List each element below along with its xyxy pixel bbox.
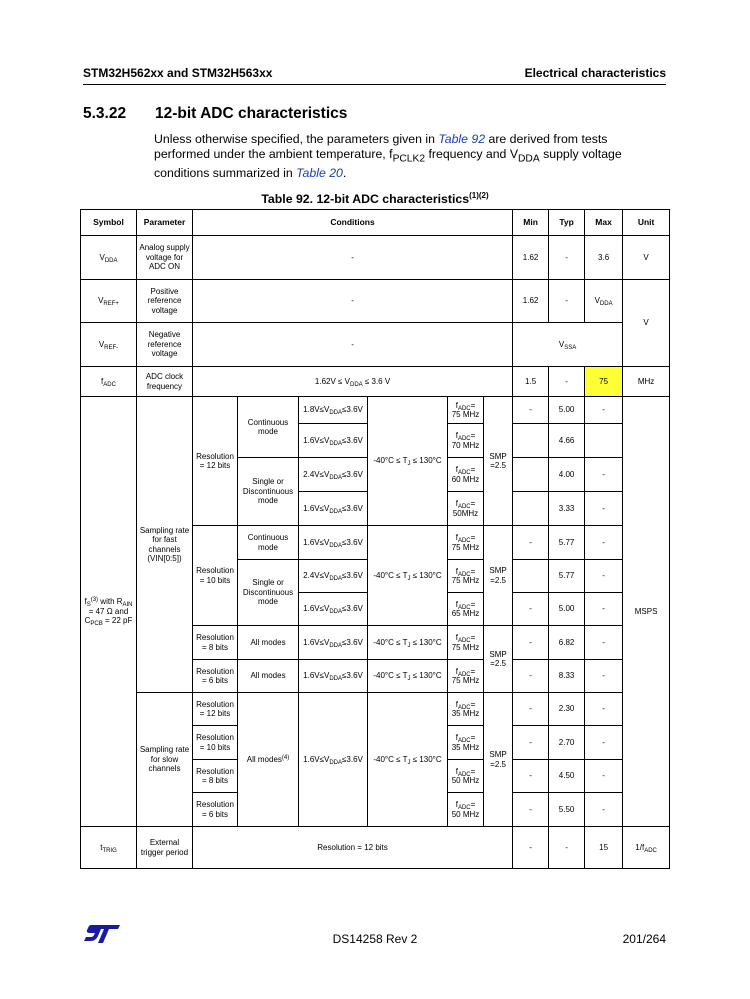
typ-cell: 3.33 [549,492,585,526]
fadc-cell: $f_{ADC}=$ 65 MHz [448,593,484,626]
vdda-cell: $1.6V\le V_{DDA}\le 3.6V$ [299,660,368,693]
resolution-cell: Resolution = 10 bits [193,526,238,626]
mode-cell: All modes [238,660,299,693]
adc-characteristics-table [80,209,670,869]
row-fs [81,693,670,726]
max-cell: $V_{DDA}$ [585,280,623,323]
vdda-cell: $1.6V\le V_{DDA}\le 3.6V$ [299,526,368,560]
intro-text: are derived from tests performed under the ambient temperature, f [154,132,608,161]
caption-notes: (1)(2) [469,191,489,200]
fadc-cell: $f_{ADC}=$ 75 MHz [448,397,484,424]
temp-cell: $-40^\circ C \le T_J \le 130^\circ C$ [368,526,448,626]
min-cell: - [513,793,549,827]
max-cell: - [585,626,623,660]
header-typ: Typ [549,210,585,236]
min-cell [513,458,549,492]
typ-cell: 5.77 [549,560,585,593]
intro-text: . [342,166,347,181]
caption-text: Table 92. 12-bit ADC characteristics [261,192,470,207]
section-number: 5.3.22 [83,105,127,122]
typ-cell: 2.30 [549,693,585,726]
max-cell-highlighted: 75 [585,367,623,397]
max-cell: - [585,793,623,827]
conditions-cell: - [193,323,513,367]
vdda-cell: $1.8V\le V_{DDA}\le 3.6V$ [299,397,368,424]
intro-text: frequency and V [425,147,519,161]
fadc-cell: $f_{ADC}=$ 75 MHz [448,626,484,660]
typ-cell: 4.50 [549,760,585,793]
max-cell: - [585,492,623,526]
min-cell: - [513,726,549,760]
table92-link[interactable]: Table 92 [438,132,486,146]
resolution-cell: Resolution = 12 bits [193,397,238,526]
resolution-cell: Resolution = 6 bits [193,660,238,693]
min-cell: 1.5 [513,367,549,397]
unit-cell: V [623,280,670,367]
max-cell: - [585,726,623,760]
page-header [83,66,666,85]
intro-text: Unless otherwise specified, the parameters given in [154,132,439,146]
row-vdda [81,236,670,280]
page-number: 201/264 [622,932,666,946]
unit-cell: MSPS [623,397,670,827]
header-parameter: Parameter [137,210,193,236]
min-cell [513,492,549,526]
min-cell: - [513,760,549,793]
mode-cell: Single or Discontinuous mode [238,560,299,626]
conditions-cell: Resolution = 12 bits [193,827,513,869]
vdda-cell: $1.6V\le V_{DDA}\le 3.6V$ [299,492,368,526]
min-cell: 1.62 [513,280,549,323]
table-caption [0,191,750,206]
fadc-cell: $f_{ADC}=$ 50 MHz [448,793,484,827]
fadc-cell: $f_{ADC}=$ 70 MHz [448,424,484,458]
typ-cell: 6.82 [549,626,585,660]
mode-cell: Single or Discontinuous mode [238,458,299,526]
symbol-cell: $f_S^{(3)}$ with $R_{AIN} = 47$ Ω and $C_{PCB} = 22$ pF [81,397,137,827]
conditions-cell: - [193,280,513,323]
temp-cell: $-40^\circ C \le T_J \le 130^\circ C$ [368,397,448,526]
min-cell: - [513,526,549,560]
typ-cell: - [549,236,585,280]
parameter-cell: External trigger period [137,827,193,869]
mode-cell: Continuous mode [238,526,299,560]
parameter-cell: Analog supply voltage for ADC ON [137,236,193,280]
header-conditions: Conditions [193,210,513,236]
header-symbol: Symbol [81,210,137,236]
row-fadc [81,367,670,397]
fadc-cell: $f_{ADC}=$ 35 MHz [448,726,484,760]
intro-text: supply voltage conditions summarized in [154,147,622,181]
typ-cell: 4.00 [549,458,585,492]
resolution-cell: Resolution = 6 bits [193,793,238,827]
smp-cell: SMP =2.5 [484,397,513,526]
symbol-cell: $V_{DDA}$ [81,236,137,280]
resolution-cell: Resolution = 8 bits [193,626,238,660]
mode-cell: All modes$^{(4)}$ [238,693,299,827]
unit-cell: V [623,236,670,280]
typ-cell: 8.33 [549,660,585,693]
conditions-cell: $1.62V \le V_{DDA} \le 3.6$ V [193,367,513,397]
row-vref-minus [81,323,670,367]
resolution-cell: Resolution = 8 bits [193,760,238,793]
intro-sub: PCLK2 [392,153,426,165]
symbol-cell: $f_{ADC}$ [81,367,137,397]
row-vref-plus [81,280,670,323]
typ-cell: 2.70 [549,726,585,760]
max-cell: - [585,458,623,492]
max-cell: 3.6 [585,236,623,280]
mode-cell: All modes [238,626,299,660]
intro-paragraph [154,132,654,181]
max-cell: - [585,526,623,560]
max-cell: - [585,660,623,693]
min-cell: - [513,660,549,693]
typ-cell: - [549,367,585,397]
symbol-cell: $t_{TRIG}$ [81,827,137,869]
section-title: 12-bit ADC characteristics [155,105,348,122]
parameter-cell: ADC clock frequency [137,367,193,397]
unit-cell: MHz [623,367,670,397]
smp-cell: SMP =2.5 [484,693,513,827]
min-cell: - [513,827,549,869]
fadc-cell: $f_{ADC}=$ 75 MHz [448,560,484,593]
row-ttrig [81,827,670,869]
vdda-cell: $1.6V\le V_{DDA}\le 3.6V$ [299,693,368,827]
resolution-cell: Resolution = 10 bits [193,726,238,760]
parameter-cell: Negative reference voltage [137,323,193,367]
table20-link[interactable]: Table 20 [296,166,343,181]
vdda-cell: $2.4V\le V_{DDA}\le 3.6V$ [299,458,368,492]
min-cell: - [513,626,549,660]
fadc-cell: $f_{ADC}=$ 60 MHz [448,458,484,492]
min-cell: - [513,593,549,626]
fadc-cell: $f_{ADC}=$ 75 MHz [448,660,484,693]
min-cell: - [513,693,549,726]
max-cell: - [585,760,623,793]
intro-sub: DDA [518,153,540,165]
typ-cell: 5.50 [549,793,585,827]
max-cell: - [585,397,623,424]
header-product: STM32H562xx and STM32H563xx [83,66,273,80]
vdda-cell: $2.4V\le V_{DDA}\le 3.6V$ [299,560,368,593]
max-cell: - [585,593,623,626]
typ-cell: - [549,827,585,869]
header-min: Min [513,210,549,236]
document-revision: DS14258 Rev 2 [332,932,418,946]
typ-cell: 5.00 [549,593,585,626]
value-cell: $V_{SSA}$ [513,323,623,367]
header-unit: Unit [623,210,670,236]
vdda-cell: $1.6V\le V_{DDA}\le 3.6V$ [299,593,368,626]
typ-cell: 5.77 [549,526,585,560]
conditions-cell: - [193,236,513,280]
mode-cell: Continuous mode [238,397,299,458]
min-cell [513,424,549,458]
max-cell: - [585,560,623,593]
parameter-cell: Sampling rate for fast channels (VIN[0:5]) [137,397,193,693]
max-cell [585,424,623,458]
min-cell [513,560,549,593]
resolution-cell: Resolution = 12 bits [193,693,238,726]
vdda-cell: $1.6V\le V_{DDA}\le 3.6V$ [299,424,368,458]
fadc-cell: $f_{ADC}=$ 75 MHz [448,526,484,560]
svg-text:ST: ST [83,924,85,925]
fadc-cell: $f_{ADC}=$ 50MHz [448,492,484,526]
unit-cell: $1/f_{ADC}$ [623,827,670,869]
min-cell: - [513,397,549,424]
section-heading [83,105,347,123]
vdda-cell: $1.6V\le V_{DDA}\le 3.6V$ [299,626,368,660]
parameter-cell: Positive reference voltage [137,280,193,323]
fadc-cell: $f_{ADC}=$ 50 MHz [448,760,484,793]
max-cell: 15 [585,827,623,869]
symbol-cell: $V_{REF-}$ [81,323,137,367]
temp-cell: $-40^\circ C \le T_J \le 130^\circ C$ [368,626,448,660]
temp-cell: $-40^\circ C \le T_J \le 130^\circ C$ [368,660,448,693]
symbol-cell: $V_{REF+}$ [81,280,137,323]
min-cell: 1.62 [513,236,549,280]
typ-cell: 5.00 [549,397,585,424]
row-fs [81,397,670,424]
max-cell: - [585,693,623,726]
parameter-cell: Sampling rate for slow channels [137,693,193,827]
temp-cell: $-40^\circ C \le T_J \le 130^\circ C$ [368,693,448,827]
smp-cell: SMP =2.5 [484,626,513,693]
header-chapter: Electrical characteristics [524,66,666,80]
typ-cell: 4.66 [549,424,585,458]
fadc-cell: $f_{ADC}=$ 35 MHz [448,693,484,726]
header-max: Max [585,210,623,236]
smp-cell: SMP =2.5 [484,526,513,626]
typ-cell: - [549,280,585,323]
